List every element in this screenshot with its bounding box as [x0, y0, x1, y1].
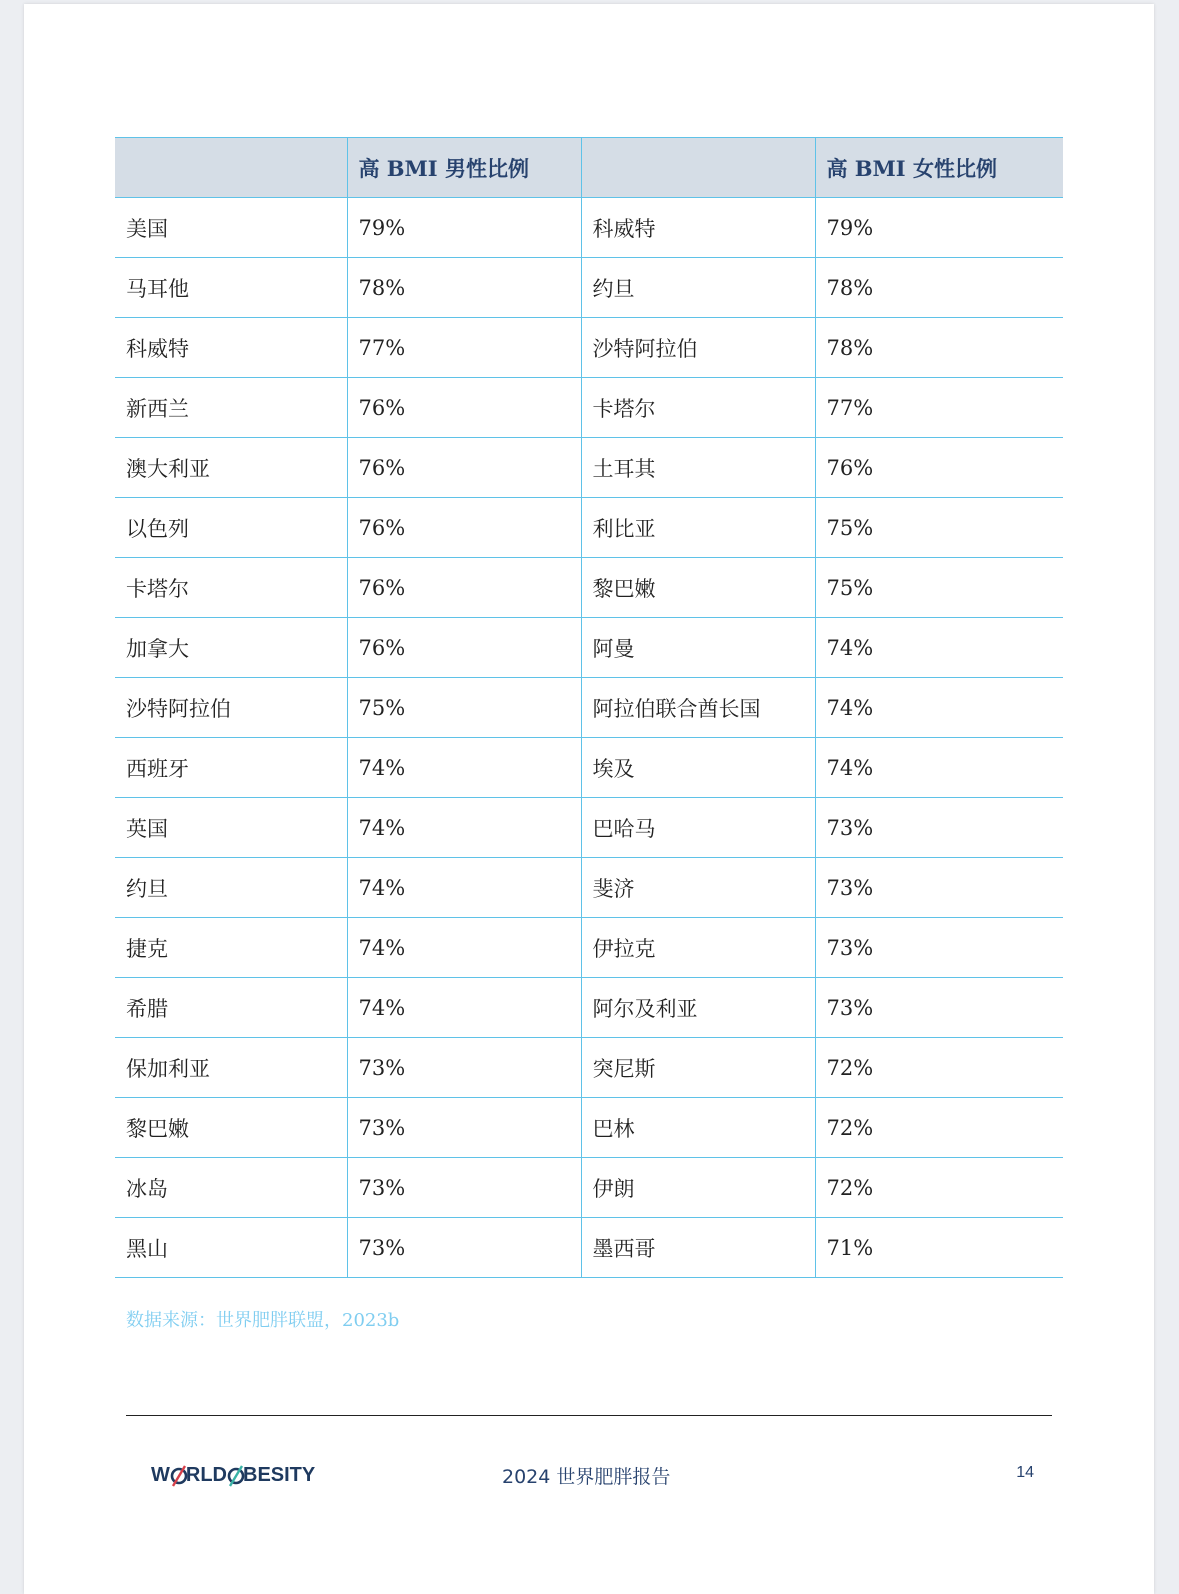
table-row: [115, 1038, 1063, 1098]
table-row: [115, 798, 1063, 858]
table-row: [115, 198, 1063, 258]
cell-male-ratio: 73%: [347, 1158, 581, 1218]
cell-male-ratio: 74%: [347, 858, 581, 918]
world-obesity-logo: [151, 1464, 315, 1487]
cell-male-ratio: 74%: [347, 798, 581, 858]
cell-country-male: 加拿大: [115, 618, 347, 678]
cell-country-male: 沙特阿拉伯: [115, 678, 347, 738]
logo-text-besity: BESITY: [243, 1464, 316, 1486]
table-row: [115, 258, 1063, 318]
cell-country-male: 黑山: [115, 1218, 347, 1278]
table-row: [115, 378, 1063, 438]
cell-female-ratio: 72%: [815, 1038, 1063, 1098]
cell-female-ratio: 74%: [815, 738, 1063, 798]
logo-text-w: W: [151, 1464, 170, 1486]
cell-country-female: 伊拉克: [581, 918, 815, 978]
table-row: [115, 858, 1063, 918]
cell-country-female: 利比亚: [581, 498, 815, 558]
cell-male-ratio: 78%: [347, 258, 581, 318]
header-country-female: [581, 138, 815, 198]
table-row: [115, 1218, 1063, 1278]
cell-male-ratio: 79%: [347, 198, 581, 258]
cell-country-female: 阿拉伯联合酋长国: [581, 678, 815, 738]
cell-female-ratio: 73%: [815, 978, 1063, 1038]
cell-male-ratio: 73%: [347, 1218, 581, 1278]
table-row: [115, 618, 1063, 678]
cell-female-ratio: 73%: [815, 858, 1063, 918]
cell-female-ratio: 74%: [815, 678, 1063, 738]
cell-male-ratio: 73%: [347, 1038, 581, 1098]
table-row: [115, 918, 1063, 978]
source-note: 数据来源：世界肥胖联盟，2023b: [126, 1310, 400, 1331]
cell-country-male: 黎巴嫩: [115, 1098, 347, 1158]
table-row: [115, 678, 1063, 738]
cell-country-female: 黎巴嫩: [581, 558, 815, 618]
header-male-ratio: 高 BMI 男性比例: [347, 138, 581, 198]
cell-country-male: 冰岛: [115, 1158, 347, 1218]
table-row: [115, 738, 1063, 798]
cell-country-male: 澳大利亚: [115, 438, 347, 498]
table-row: [115, 1158, 1063, 1218]
cell-country-female: 约旦: [581, 258, 815, 318]
bmi-ranking-table: [115, 137, 1063, 1278]
cell-female-ratio: 73%: [815, 918, 1063, 978]
table-header-row: [115, 138, 1063, 198]
cell-country-female: 巴林: [581, 1098, 815, 1158]
cell-male-ratio: 77%: [347, 318, 581, 378]
cell-male-ratio: 73%: [347, 1098, 581, 1158]
footer-divider: [126, 1415, 1052, 1416]
cell-country-female: 阿曼: [581, 618, 815, 678]
cell-male-ratio: 76%: [347, 498, 581, 558]
cell-country-male: 新西兰: [115, 378, 347, 438]
cell-country-female: 突尼斯: [581, 1038, 815, 1098]
cell-country-female: 巴哈马: [581, 798, 815, 858]
cell-female-ratio: 76%: [815, 438, 1063, 498]
cell-male-ratio: 76%: [347, 558, 581, 618]
table-row: [115, 318, 1063, 378]
logo-o-slash-icon: [170, 1465, 186, 1487]
cell-country-female: 土耳其: [581, 438, 815, 498]
table-row: [115, 498, 1063, 558]
cell-female-ratio: 75%: [815, 498, 1063, 558]
cell-country-female: 埃及: [581, 738, 815, 798]
table-row: [115, 438, 1063, 498]
cell-male-ratio: 76%: [347, 618, 581, 678]
cell-country-male: 英国: [115, 798, 347, 858]
cell-male-ratio: 76%: [347, 438, 581, 498]
cell-country-male: 捷克: [115, 918, 347, 978]
document-page: [24, 4, 1154, 1594]
page-number: 14: [1016, 1464, 1034, 1481]
cell-female-ratio: 75%: [815, 558, 1063, 618]
table-row: [115, 1098, 1063, 1158]
cell-country-male: 科威特: [115, 318, 347, 378]
cell-country-female: 卡塔尔: [581, 378, 815, 438]
cell-male-ratio: 75%: [347, 678, 581, 738]
cell-country-male: 马耳他: [115, 258, 347, 318]
cell-country-female: 沙特阿拉伯: [581, 318, 815, 378]
header-country-male: [115, 138, 347, 198]
cell-country-male: 美国: [115, 198, 347, 258]
cell-male-ratio: 74%: [347, 918, 581, 978]
cell-country-male: 以色列: [115, 498, 347, 558]
cell-country-male: 希腊: [115, 978, 347, 1038]
cell-female-ratio: 72%: [815, 1098, 1063, 1158]
cell-male-ratio: 76%: [347, 378, 581, 438]
cell-country-female: 墨西哥: [581, 1218, 815, 1278]
cell-country-male: 约旦: [115, 858, 347, 918]
cell-female-ratio: 72%: [815, 1158, 1063, 1218]
cell-female-ratio: 73%: [815, 798, 1063, 858]
logo-text-rld: RLD: [185, 1464, 227, 1486]
cell-country-female: 伊朗: [581, 1158, 815, 1218]
report-title: 2024 世界肥胖报告: [502, 1466, 671, 1488]
cell-country-female: 斐济: [581, 858, 815, 918]
cell-female-ratio: 78%: [815, 318, 1063, 378]
cell-male-ratio: 74%: [347, 738, 581, 798]
cell-female-ratio: 78%: [815, 258, 1063, 318]
cell-female-ratio: 74%: [815, 618, 1063, 678]
cell-female-ratio: 77%: [815, 378, 1063, 438]
logo-o-slash-icon-2: [227, 1465, 243, 1487]
cell-country-male: 卡塔尔: [115, 558, 347, 618]
table-row: [115, 558, 1063, 618]
cell-country-female: 阿尔及利亚: [581, 978, 815, 1038]
header-female-ratio: 高 BMI 女性比例: [815, 138, 1063, 198]
cell-country-female: 科威特: [581, 198, 815, 258]
table-body: [115, 198, 1063, 1278]
cell-country-male: 西班牙: [115, 738, 347, 798]
cell-male-ratio: 74%: [347, 978, 581, 1038]
cell-country-male: 保加利亚: [115, 1038, 347, 1098]
table-row: [115, 978, 1063, 1038]
cell-female-ratio: 71%: [815, 1218, 1063, 1278]
cell-female-ratio: 79%: [815, 198, 1063, 258]
